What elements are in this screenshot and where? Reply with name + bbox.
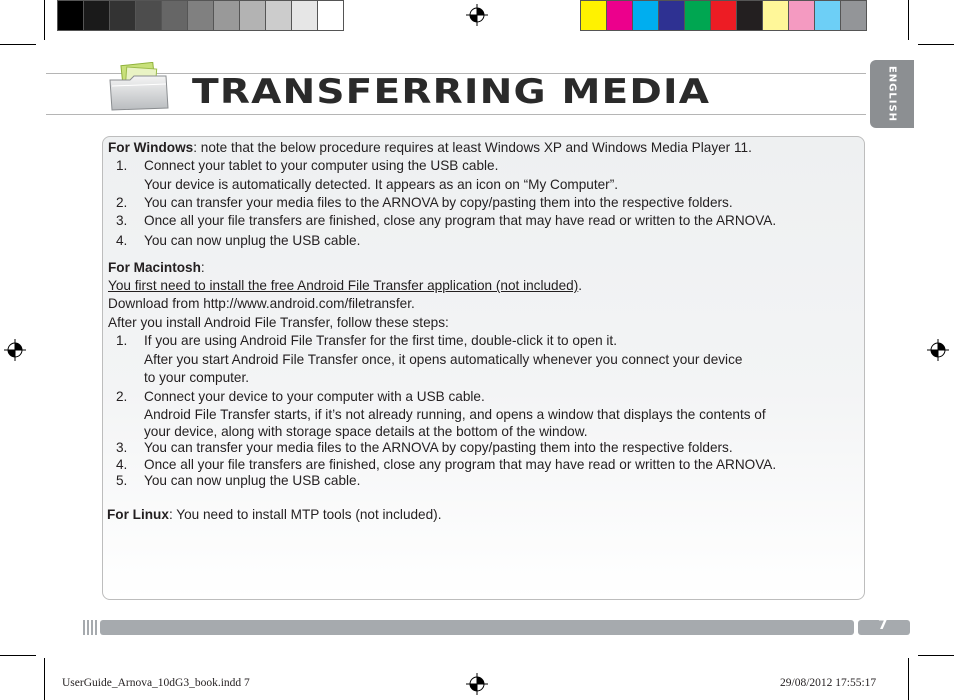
color-swatch	[814, 0, 841, 31]
header-rule-bottom	[46, 114, 866, 115]
color-swatch	[684, 0, 711, 31]
registration-mark-icon	[466, 673, 488, 695]
slug-filename: UserGuide_Arnova_10dG3_book.indd 7	[62, 677, 250, 689]
color-swatch-strip	[580, 0, 866, 32]
windows-step-1: Connect your tablet to your computer using the USB cable.	[144, 158, 499, 173]
windows-intro-text: : note that the below procedure requires at least Windows XP and Windows Media Player 11.	[193, 140, 752, 155]
linux-line	[107, 507, 441, 522]
mac-step-4: Once all your file transfers are finished, close any program that may have read or written to the ARNOVA.	[144, 457, 777, 472]
color-swatch	[135, 0, 162, 31]
mac-step-2: Connect your device to your computer with a USB cable.	[144, 389, 485, 404]
windows-step-4: You can now unplug the USB cable.	[144, 233, 361, 248]
color-swatch	[57, 0, 84, 31]
page-number: 7	[878, 617, 888, 633]
step-number: 3.	[116, 440, 128, 455]
crop-mark	[0, 655, 36, 656]
mac-step-1: If you are using Android File Transfer for the first time, double-click it to open it.	[144, 333, 617, 348]
mac-step-3: You can transfer your media files to the ARNOVA by copy/pasting them into the respective folders.	[144, 440, 733, 455]
color-swatch	[632, 0, 659, 31]
windows-intro	[108, 140, 752, 155]
step-number: 1.	[116, 158, 128, 173]
mac-step-2-detail: Android File Transfer starts, if it’s not already running, and opens a window that displays the contents of	[144, 407, 766, 422]
crop-mark	[908, 0, 909, 40]
mac-step-5: You can now unplug the USB cable.	[144, 473, 361, 488]
step-number: 4.	[116, 233, 128, 248]
crop-mark	[918, 655, 954, 656]
crop-mark	[918, 44, 954, 45]
crop-mark	[44, 658, 45, 700]
mac-colon: :	[200, 260, 205, 275]
mac-step-1-detail-cont: to your computer.	[144, 370, 250, 385]
windows-step-1-detail: Your device is automatically detected. It appears as an icon on “My Computer”.	[144, 177, 619, 192]
crop-mark	[44, 0, 45, 40]
color-swatch	[291, 0, 318, 31]
mac-after-install: After you install Android File Transfer, follow these steps:	[108, 315, 449, 330]
language-tab-label: ENGLISH	[886, 65, 898, 123]
color-swatch	[239, 0, 266, 31]
gray-swatch-strip	[57, 0, 343, 32]
color-swatch	[736, 0, 763, 31]
linux-text: : You need to install MTP tools (not included).	[168, 507, 442, 522]
registration-mark-icon	[4, 339, 26, 361]
color-swatch	[658, 0, 685, 31]
slug-timestamp: 29/08/2012 17:55:17	[780, 677, 877, 689]
footer-stripes	[83, 620, 99, 635]
windows-heading: For Windows	[108, 140, 194, 155]
mac-install-line	[108, 278, 582, 293]
footer-bar	[100, 620, 854, 635]
color-swatch	[213, 0, 240, 31]
mac-heading-line	[108, 260, 205, 275]
step-number: 4.	[116, 457, 128, 472]
color-swatch	[788, 0, 815, 31]
language-tab	[870, 60, 914, 128]
folder-transfer-icon	[108, 62, 170, 114]
windows-step-3: Once all your file transfers are finished, close any program that may have read or written to the ARNOVA.	[144, 213, 777, 228]
color-swatch	[161, 0, 188, 31]
registration-mark-icon	[466, 4, 488, 26]
registration-mark-icon	[927, 339, 949, 361]
mac-step-2-detail-cont: your device, along with storage space details at the bottom of the window.	[144, 424, 588, 439]
android-file-transfer-link[interactable]: You first need to install the free Android File Transfer application (not included)	[108, 278, 579, 293]
color-swatch	[580, 0, 607, 31]
color-swatch	[265, 0, 292, 31]
color-swatch	[710, 0, 737, 31]
linux-heading: For Linux	[107, 507, 169, 522]
color-swatch	[83, 0, 110, 31]
page-title: TRANSFERRING MEDIA	[192, 72, 711, 112]
step-number: 2.	[116, 195, 128, 210]
crop-mark	[908, 658, 909, 700]
step-number: 5.	[116, 473, 128, 488]
color-swatch	[187, 0, 214, 31]
mac-step-1-detail: After you start Android File Transfer once, it opens automatically whenever you connect your device	[144, 352, 743, 367]
mac-install-period: .	[578, 278, 583, 293]
color-swatch	[606, 0, 633, 31]
crop-mark	[0, 44, 36, 45]
step-number: 1.	[116, 333, 128, 348]
color-swatch	[762, 0, 789, 31]
step-number: 2.	[116, 389, 128, 404]
color-swatch	[317, 0, 344, 31]
step-number: 3.	[116, 213, 128, 228]
color-swatch	[840, 0, 867, 31]
windows-step-2: You can transfer your media files to the ARNOVA by copy/pasting them into the respective folders.	[144, 195, 733, 210]
mac-heading: For Macintosh	[108, 260, 201, 275]
color-swatch	[109, 0, 136, 31]
mac-download-line: Download from http://www.android.com/filetransfer.	[108, 296, 415, 311]
